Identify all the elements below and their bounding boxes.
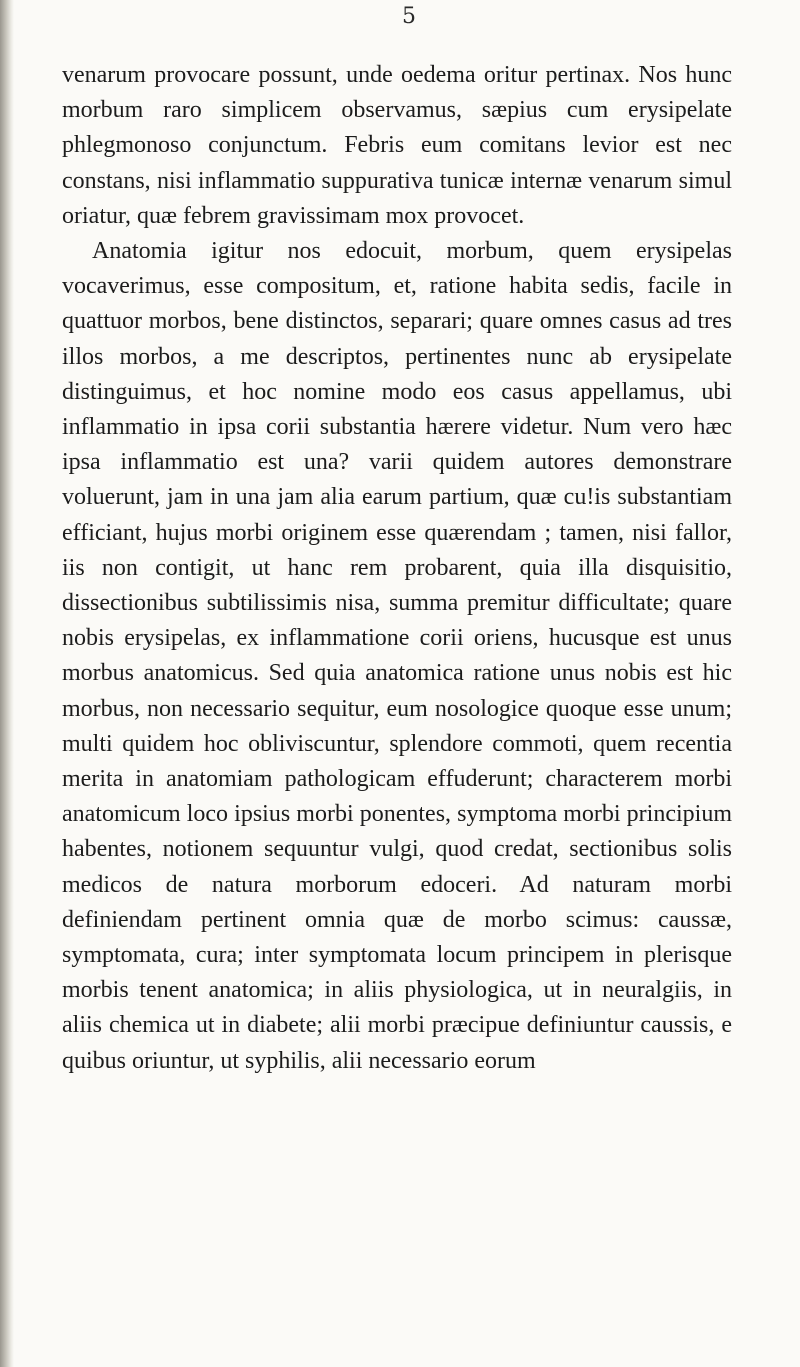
- paragraph-2: Anatomia igitur nos edocuit, morbum, quem erysipelas vocaverimus, esse compositum, et, ratione habita sedis, facile in quattuor morbos, bene distinctos, separari; quare omnes casus ad tres illos morbos, a me descriptos, pertinentes nunc ab erysipelate distinguimus, et hoc nomine modo eos casus appellamus, ubi inflammatio in ipsa corii substantia hærere videtur. Num vero hæc ipsa inflammatio est una? varii quidem autores demonstrare voluerunt, jam in una jam alia earum partium, quæ cu!is substantiam efficiant, hujus morbi originem esse quærendam ; tamen, nisi fallor, iis non contigit, ut hanc rem probarent, quia illa disquisitio, dissectionibus subtilissimis nisa, summa premitur difficultate; quare nobis erysipelas, ex inflammatione corii oriens, hucusque est unus morbus anatomicus. Sed quia anatomica ratione unus nobis est hic morbus, non necessario sequitur, eum nosologice quoque esse unum; multi quidem hoc obliviscuntur, splendore commoti, quem recentia merita in anatomiam pathologicam effuderunt; characterem morbi anatomicum loco ipsius morbi ponentes, symptoma morbi principium habentes, notionem sequuntur vulgi, quod credat, sectionibus solis medicos de natura morborum edoceri. Ad naturam morbi definiendam pertinent omnia quæ de morbo scimus: caussæ, symptomata, cura; inter symptomata locum principem in plerisque morbis tenent anatomica; in aliis physiologica, ut in neuralgiis, in aliis chemica ut in diabete; alii morbi præcipue definiuntur caussis, e quibus oriuntur, ut syphilis, alii necessario eorum: [62, 238, 732, 1074]
- page-binding-edge: [0, 0, 14, 1367]
- paragraph-1: venarum provocare possunt, unde oedema oritur pertinax. Nos hunc morbum raro simplicem observamus, sæpius cum erysipelate phlegmonoso conjunctum. Febris eum comitans levior est nec constans, nisi inflammatio suppurativa tunicæ internæ venarum simul oriatur, quæ febrem gravissimam mox provocet.: [62, 62, 732, 229]
- page-number: 5: [402, 4, 416, 29]
- body-text: [62, 58, 732, 1079]
